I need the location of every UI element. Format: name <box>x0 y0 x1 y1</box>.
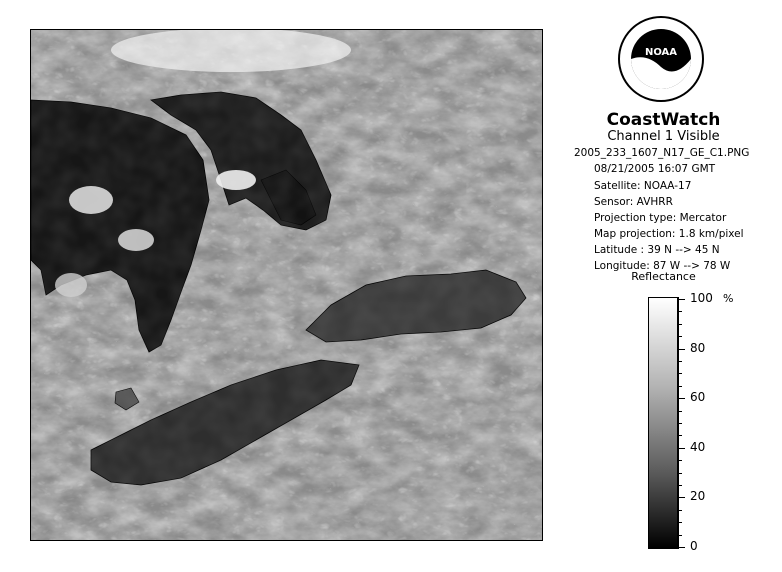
colorbar-minor-tick <box>679 460 682 461</box>
colorbar-tick-label: 100 <box>690 291 713 305</box>
colorbar-tick <box>679 349 685 350</box>
noaa-logo <box>617 15 705 103</box>
info-projection-type: Projection type: Mercator <box>594 212 727 224</box>
product-title: CoastWatch <box>606 110 721 130</box>
legend-unit: % <box>723 292 734 305</box>
colorbar-minor-tick <box>679 361 682 362</box>
colorbar-tick-label: 40 <box>690 439 706 454</box>
colorbar-minor-tick <box>679 510 682 511</box>
colorbar-tick <box>679 299 685 300</box>
lake-texture <box>31 30 543 541</box>
colorbar-tick <box>679 497 685 498</box>
colorbar-minor-tick <box>679 386 682 387</box>
colorbar-tick-label: 0 <box>690 539 698 553</box>
info-filename: 2005_233_1607_N17_GE_C1.PNG <box>574 147 750 159</box>
cloud-band <box>111 30 351 72</box>
noaa-logo-svg <box>617 15 705 103</box>
colorbar-tick <box>679 398 685 399</box>
satellite-image <box>30 29 543 541</box>
colorbar-minor-tick <box>679 435 682 436</box>
info-sensor: Sensor: AVHRR <box>594 196 673 208</box>
info-latitude: Latitude : 39 N --> 45 N <box>594 244 720 256</box>
colorbar-minor-tick <box>679 411 682 412</box>
noaa-logo-text: NOAA <box>644 47 678 58</box>
colorbar-tick <box>679 547 685 548</box>
colorbar-tick-label: 80 <box>690 340 706 355</box>
colorbar-minor-tick <box>679 373 682 374</box>
cloud-patch <box>216 170 256 190</box>
colorbar-minor-tick <box>679 473 682 474</box>
colorbar-tick <box>679 448 685 449</box>
reflectance-colorbar <box>648 297 678 549</box>
colorbar-minor-tick <box>679 423 682 424</box>
colorbar-tick-label: 60 <box>690 390 706 405</box>
colorbar-minor-tick <box>679 535 682 536</box>
colorbar-minor-tick <box>679 522 682 523</box>
cloud-patch <box>55 273 87 297</box>
colorbar-minor-tick <box>679 485 682 486</box>
cloud-patch <box>118 229 154 251</box>
info-datetime: 08/21/2005 16:07 GMT <box>594 163 716 175</box>
colorbar-minor-tick <box>679 324 682 325</box>
info-longitude: Longitude: 87 W --> 78 W <box>594 260 731 272</box>
colorbar-tick-label: 20 <box>690 489 706 504</box>
cloud-patch <box>69 186 113 214</box>
info-map-projection: Map projection: 1.8 km/pixel <box>594 228 744 240</box>
info-satellite: Satellite: NOAA-17 <box>594 180 692 192</box>
colorbar-minor-tick <box>679 336 682 337</box>
satellite-image-svg <box>31 30 543 541</box>
product-subtitle: Channel 1 Visible <box>607 129 720 144</box>
legend-title: Reflectance <box>631 270 696 283</box>
colorbar-minor-tick <box>679 311 682 312</box>
